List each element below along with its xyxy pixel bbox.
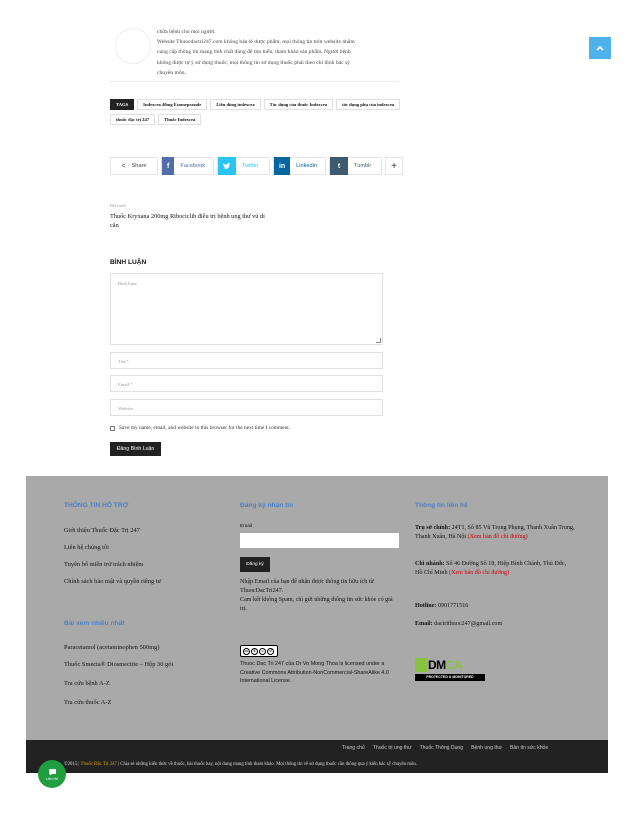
tag-link[interactable]: thuốc đặc trị 247 (110, 114, 155, 125)
save-info-row (110, 425, 290, 431)
chat-contact-button[interactable] (38, 760, 66, 788)
copyright (64, 762, 417, 767)
license-text: Thuoc Dac Tri 247 của Dr Vo Mong Thoa is licensed under a Creative Commons Attribution-NonCommercial-ShareAlike 4.0 International License. (240, 661, 389, 685)
plus-icon: + (391, 160, 397, 172)
website-field[interactable]: Website: (110, 399, 383, 416)
tag-link[interactable]: Indexcea 40mg Esomeprazole (137, 99, 207, 110)
dmca-logo-icon: DMCA (415, 655, 485, 674)
author-line: Website Thuocdactri247.com không bán lẻ dược phẩm, mọi thông tin trên website nhằm (157, 39, 355, 46)
tags-label: TAGS (110, 99, 134, 110)
share-bar (110, 157, 403, 175)
share-icon: < (121, 162, 126, 170)
footer-menu-item[interactable]: Thuốc trị ung thư (372, 745, 412, 751)
linkedin-share-button[interactable] (273, 157, 326, 175)
popular-link[interactable]: Paracetamol (acetaminophen 500mg) (64, 644, 160, 651)
footer-link[interactable]: Tuyên bố miễn trừ trách nhiệm (64, 561, 144, 568)
tag-link[interactable]: Liều dùng indexcea (210, 99, 260, 110)
chat-label: Liên Hệ (45, 776, 59, 781)
email-contact[interactable]: dactrithuoc247@gmail.com (434, 621, 503, 627)
author-line: chữa bệnh cho mọi người. (157, 29, 216, 35)
branch-info (415, 560, 575, 577)
author-avatar (115, 28, 151, 64)
facebook-icon: f (162, 157, 174, 175)
tag-link[interactable]: Thuốc Indexcea (158, 114, 201, 125)
chat-icon (48, 768, 57, 776)
footer-menu-item[interactable]: Bệnh ung thư (471, 745, 502, 751)
newsletter-text: Cam kết không Spam, chỉ gửi những thông tin sức khỏe có giá trị. (240, 597, 393, 612)
share-button[interactable] (110, 157, 158, 175)
hotline-label: Hotline: (415, 603, 437, 609)
dmca-badge-label: PROTECTED & MONITORED (415, 674, 485, 681)
tag-link[interactable]: tác dụng phụ của indexcea (336, 99, 400, 110)
hotline-info (415, 602, 468, 611)
creative-commons-icon[interactable]: cc $ = ↺ (240, 645, 278, 657)
footer-menu-item[interactable]: Trang chủ (342, 745, 365, 751)
chevron-up-icon (596, 45, 604, 51)
subscribe-button[interactable]: Đăng ký (240, 557, 270, 572)
save-info-checkbox[interactable] (110, 426, 115, 431)
author-line: không được tự ý sử dụng thuốc, mọi thông tin sử dụng thuốc phải theo chỉ định bác sỹ (157, 59, 350, 66)
copyright-prefix: ©2015 | (64, 762, 80, 767)
footer-menu (342, 745, 548, 751)
tumblr-label: Tumblr (354, 163, 372, 169)
tag-link[interactable]: Tác dụng của thuốc Indexcea (264, 99, 333, 110)
copyright-brand-link[interactable]: Thuốc Đặc Trị 247 (80, 762, 117, 767)
more-share-button[interactable] (385, 157, 403, 175)
hq-address: 24T1, Số 85 Vũ Trọng Phụng, Thanh Xuân Trung, Thanh Xuân, Hà Nội (415, 525, 575, 540)
newsletter-title: Đăng ký nhận tin (240, 502, 294, 509)
post-tags (110, 99, 402, 125)
branch-label: Chi nhánh: (415, 561, 445, 567)
hq-info (415, 524, 575, 541)
divider (110, 81, 399, 82)
newsletter-email-label: Email (240, 524, 252, 529)
author-description (157, 27, 389, 78)
footer-link[interactable]: Liên hệ chúng tôi (64, 544, 109, 551)
share-label: Share (131, 163, 147, 169)
author-line: cung cấp thông tin mang tính chất dùng để tìm hiểu, tham khảo sản phẩm. Người bệnh (157, 49, 351, 56)
popular-title: Bài xem nhiều nhất (64, 620, 125, 627)
footer-link[interactable]: Chính sách bảo mật và quyền riêng tư (64, 578, 161, 585)
footer-link[interactable]: Giới thiệu Thuốc Đặc Trị 247 (64, 527, 140, 534)
scroll-top-button[interactable] (589, 37, 611, 59)
prev-post-label: Bài trước (110, 203, 127, 208)
name-field[interactable]: Tên:* (110, 352, 383, 369)
submit-comment-button[interactable]: Đăng Bình Luận (110, 442, 161, 456)
twitter-label: Twitter (242, 163, 259, 169)
hotline-number[interactable]: 0901771516 (437, 603, 469, 609)
email-field[interactable]: Email:* (110, 375, 383, 392)
tumblr-icon: t (330, 157, 348, 175)
comments-title: BÌNH LUẬN (110, 259, 147, 266)
prev-post-link[interactable]: Thuốc Kryxana 200mg Ribociclib điều trị bệnh ung thư vú di căn (110, 213, 265, 229)
twitter-share-button[interactable] (217, 157, 270, 175)
twitter-icon (218, 157, 236, 175)
dmca-badge[interactable] (415, 655, 485, 683)
linkedin-icon: in (274, 157, 290, 175)
copyright-suffix: | Chia sẻ những kiến thức về thuốc, bài thuốc hay, nội dung mang tính tham khảo. Mọi thông tin về sử dụng thuốc cần thông qua ý kiến bác sỹ chuyên môn. (118, 762, 417, 767)
newsletter-text: Nhập Email của bạn để nhận được thông tin hữu ích từ ThuocDacTri247. (240, 579, 374, 594)
linkedin-label: Linkedin (296, 163, 317, 169)
comment-placeholder: Bình luận: (118, 281, 138, 286)
author-line: chuyên môn. (157, 69, 186, 76)
facebook-label: Facebook (180, 163, 205, 169)
footer-menu-item[interactable]: Thuốc Thông Dụng (419, 745, 464, 751)
newsletter-email-input[interactable] (240, 533, 399, 548)
popular-link[interactable]: Thuốc Smecta® Diosmectite – Hộp 30 gói (64, 661, 174, 668)
footer-menu-item[interactable]: Bản tin sức khỏe (509, 745, 549, 751)
comment-textarea[interactable] (110, 273, 383, 345)
contact-title: Thông tin liên hệ (415, 502, 468, 509)
facebook-share-button[interactable] (161, 157, 214, 175)
resize-handle[interactable] (376, 338, 381, 343)
tumblr-share-button[interactable] (329, 157, 382, 175)
hq-label: Trụ sở chính: (415, 525, 451, 531)
popular-link[interactable]: Tra cứu thuốc A-Z (64, 699, 112, 706)
email-contact-label: Email: (415, 621, 433, 627)
support-title: THÔNG TIN HỖ TRỢ (64, 502, 129, 509)
email-info (415, 620, 502, 629)
branch-address: Số 46 Đường Số 18, Hiệp Bình Chánh, Thủ Đức, Hồ Chí Minh (415, 561, 567, 576)
hq-map-link[interactable]: (Xem bản đồ chỉ đường) (467, 533, 528, 540)
popular-link[interactable]: Tra cứu bệnh A-Z (64, 680, 110, 687)
save-info-label: Save my name, email, and website in this browser for the next time I comment. (119, 425, 291, 431)
branch-map-link[interactable]: (Xem bản đồ chỉ đường) (449, 569, 510, 576)
